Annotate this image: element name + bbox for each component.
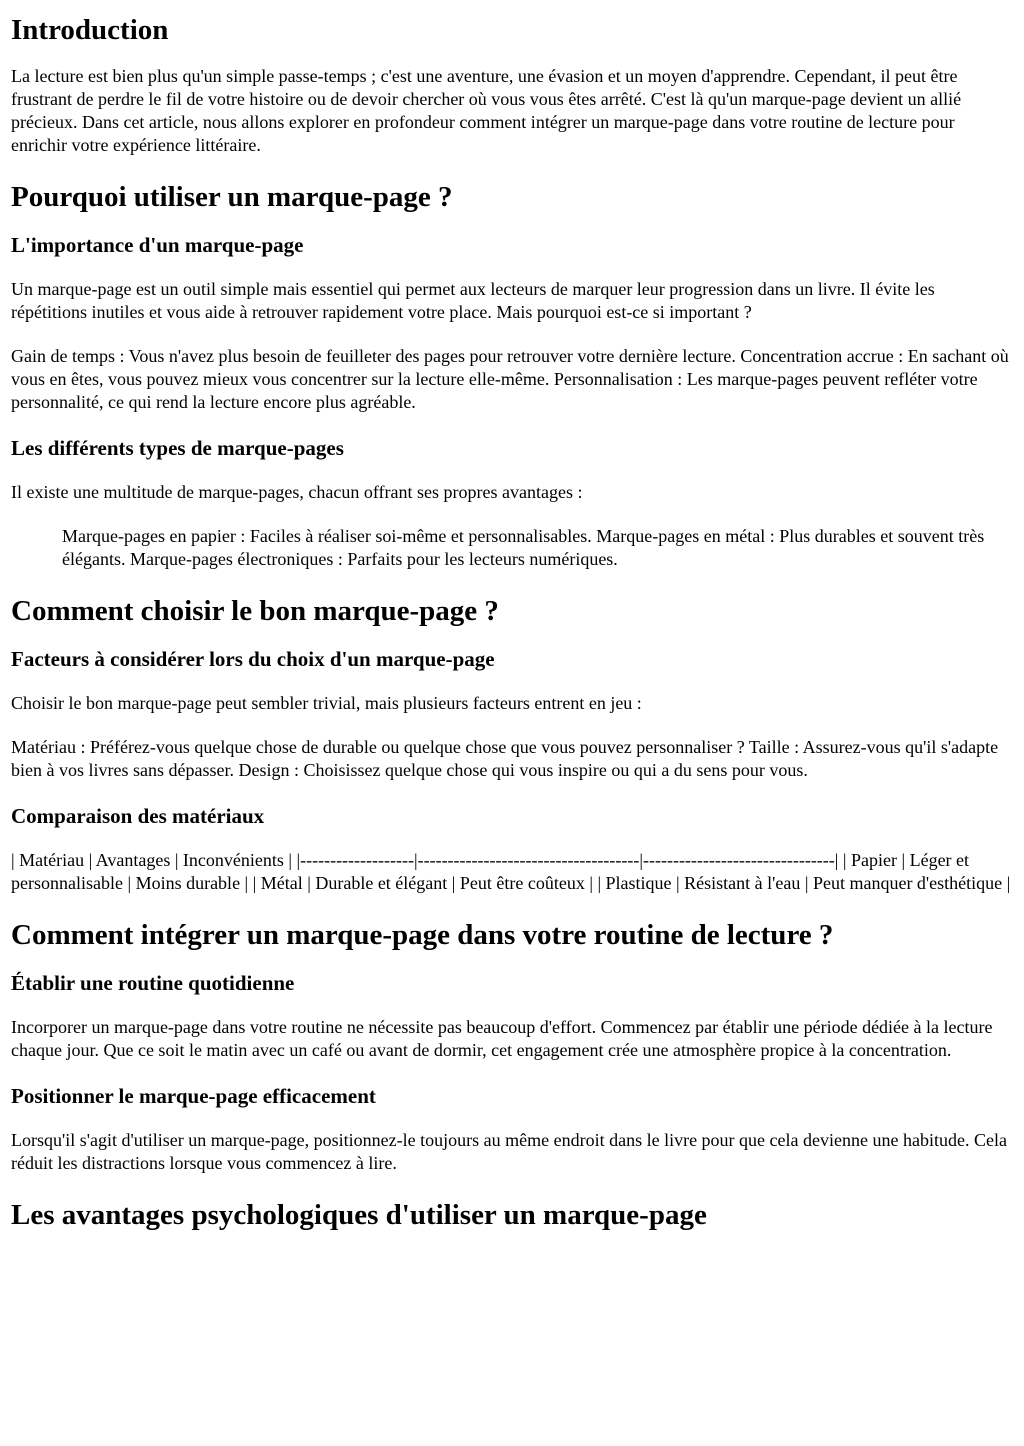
comparison-heading: Comparaison des matériaux xyxy=(11,804,265,828)
types-heading: Les différents types de marque-pages xyxy=(11,436,344,460)
importance-heading: L'importance d'un marque-page xyxy=(11,233,304,257)
comparison-raw-table: | Matériau | Avantages | Inconvénients | |-------------------|-------------------------------------|--------------------------------| | Papier | Léger et personnalisable | Moins durable | | Métal | Durable et élégant | Peut être coûteux | | Plastique | Résistant à l'eau | Peut manquer d'esthétique | xyxy=(11,850,1011,893)
position-heading: Positionner le marque-page efficacement xyxy=(11,1084,376,1108)
position-paragraph: Lorsqu'il s'agit d'utiliser un marque-page, positionnez-le toujours au même endroit dans le livre pour que cela devienne une habitude. Cela réduit les distractions lorsque vous commencez à lire. xyxy=(11,1130,1007,1173)
routine-heading: Établir une routine quotidienne xyxy=(11,971,295,995)
importance-list-paragraph: Gain de temps : Vous n'avez plus besoin de feuilleter des pages pour retrouver votre dernière lecture. Concentration accrue : En sachant où vous en êtes, vous pouvez mieux vous concentrer sur la lecture elle-même. Personnalisation : Les marque-pages peuvent refléter votre personnalité, ce qui rend la lecture encore plus agréable. xyxy=(11,346,1009,412)
types-paragraph: Il existe une multitude de marque-pages, chacun offrant ses propres avantages : xyxy=(11,482,583,502)
factors-list-paragraph: Matériau : Préférez-vous quelque chose de durable ou quelque chose que vous pouvez personnaliser ? Taille : Assurez-vous qu'il s'adapte bien à vos livres sans dépasser. Design : Choisissez quelque chose qui vous inspire ou qui a du sens pour vous. xyxy=(11,737,999,780)
intro-heading: Introduction xyxy=(11,14,169,46)
factors-paragraph: Choisir le bon marque-page peut sembler trivial, mais plusieurs facteurs entrent en jeu : xyxy=(11,693,642,713)
why-heading: Pourquoi utiliser un marque-page ? xyxy=(11,181,453,213)
psych-heading: Les avantages psychologiques d'utiliser un marque-page xyxy=(11,1199,707,1231)
integrate-heading: Comment intégrer un marque-page dans votre routine de lecture ? xyxy=(11,919,834,951)
importance-paragraph: Un marque-page est un outil simple mais essentiel qui permet aux lecteurs de marquer leur progression dans un livre. Il évite les répétitions inutiles et vous aide à retrouver rapidement votre place. Mais pourquoi est-ce si important ? xyxy=(11,279,935,322)
factors-heading: Facteurs à considérer lors du choix d'un marque-page xyxy=(11,647,495,671)
types-blockquote: Marque-pages en papier : Faciles à réaliser soi-même et personnalisables. Marque-pages en métal : Plus durables et souvent très élégants. Marque-pages électroniques : Parfaits pour les lecteurs numériques. xyxy=(62,526,985,569)
intro-paragraph: La lecture est bien plus qu'un simple passe-temps ; c'est une aventure, une évasion et un moyen d'apprendre. Cependant, il peut être frustrant de perdre le fil de votre histoire ou de devoir chercher où vous vous êtes arrêté. C'est là qu'un marque-page devient un allié précieux. Dans cet article, nous allons explorer en profondeur comment intégrer un marque-page dans votre routine de lecture pour enrichir votre expérience littéraire. xyxy=(11,66,962,155)
routine-paragraph: Incorporer un marque-page dans votre routine ne nécessite pas beaucoup d'effort. Commencez par établir une période dédiée à la lecture chaque jour. Que ce soit le matin avec un café ou avant de dormir, cet engagement crée une atmosphère propice à la concentration. xyxy=(11,1017,993,1060)
choose-heading: Comment choisir le bon marque-page ? xyxy=(11,595,499,627)
